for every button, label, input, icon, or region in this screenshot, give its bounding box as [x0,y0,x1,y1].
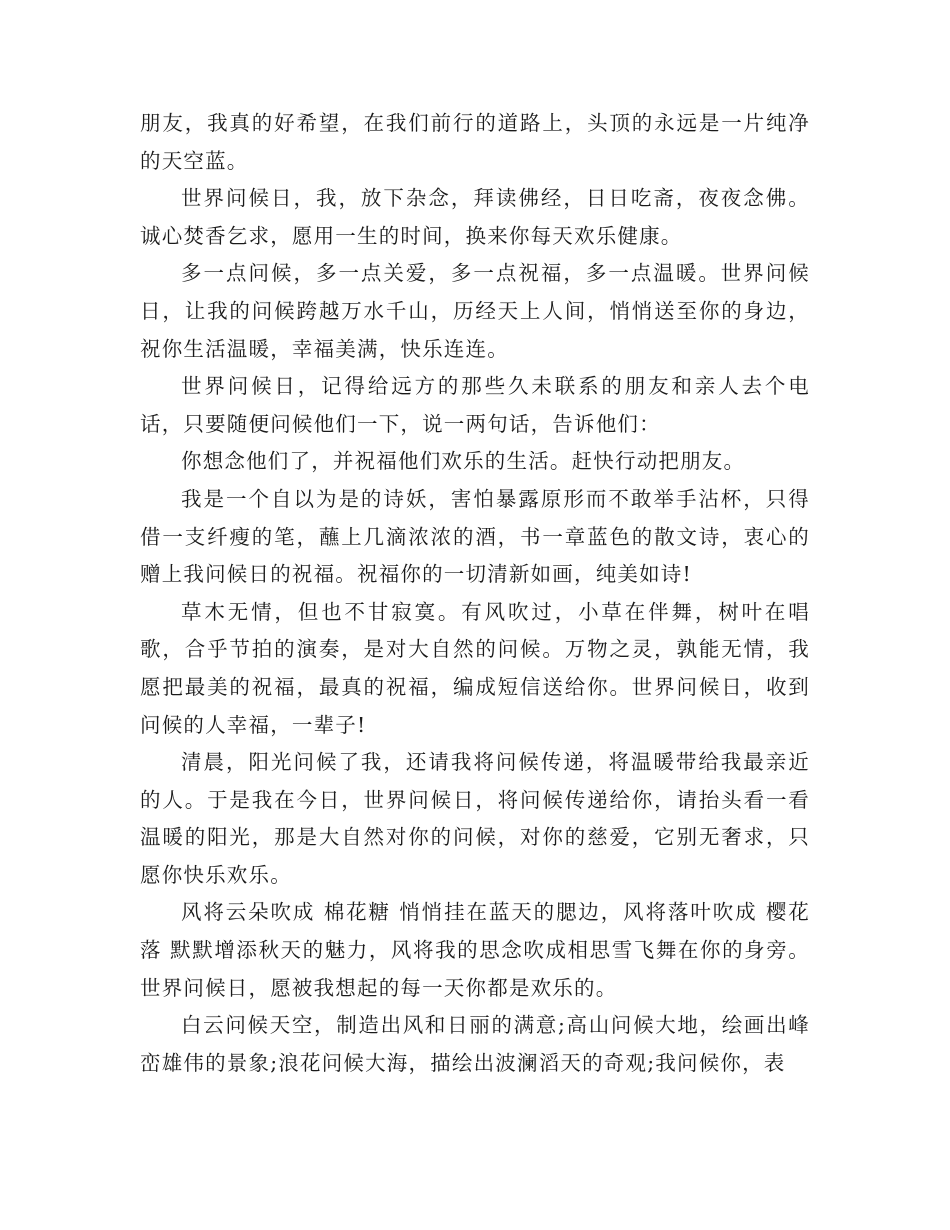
paragraph-9: 风将云朵吹成 棉花糖 悄悄挂在蓝天的腮边，风将落叶吹成 樱花落 默默增添秋天的魅力，风将我的思念吹成相思雪飞舞在你的身旁。世界问候日，愿被我想起的每一天你都是欢乐的。 [140,900,810,1000]
document-body [140,105,810,1082]
paragraph-6: 我是一个自以为是的诗妖，害怕暴露原形而不敢举手沾杯，只得借一支纤瘦的笔，蘸上几滴浓浓的酒，书一章蓝色的散文诗，衷心的赠上我问候日的祝福。祝福你的一切清新如画，纯美如诗! [140,486,810,587]
paragraph-2: 世界问候日，我，放下杂念，拜读佛经，日日吃斋，夜夜念佛。诚心焚香乞求，愿用一生的时间，换来你每天欢乐健康。 [140,186,810,248]
paragraph-10: 白云问候天空，制造出风和日丽的满意;高山问候大地，绘画出峰峦雄伟的景象;浪花问候大海，描绘出波澜滔天的奇观;我问候你，表 [140,1013,810,1075]
paragraph-1: 朋友，我真的好希望，在我们前行的道路上，头顶的永远是一片纯净的天空蓝。 [140,111,810,173]
paragraph-7: 草木无情，但也不甘寂寞。有风吹过，小草在伴舞，树叶在唱歌，合乎节拍的演奏，是对大自然的问候。万物之灵，孰能无情，我愿把最美的祝福，最真的祝福，编成短信送给你。世界问候日，收到问候的人幸福，一辈子! [140,599,810,737]
paragraph-3: 多一点问候，多一点关爱，多一点祝福，多一点温暖。世界问候日，让我的问候跨越万水千山，历经天上人间，悄悄送至你的身边，祝你生活温暖，幸福美满，快乐连连。 [140,261,810,361]
paragraph-8: 清晨，阳光问候了我，还请我将问候传递，将温暖带给我最亲近的人。于是我在今日，世界问候日，将问候传递给你，请抬头看一看温暖的阳光，那是大自然对你的问候，对你的慈爱，它别无奢求，只愿你快乐欢乐。 [140,750,810,887]
paragraph-5: 你想念他们了，并祝福他们欢乐的生活。赶快行动把朋友。 [181,449,746,474]
paragraph-4: 世界问候日，记得给远方的那些久未联系的朋友和亲人去个电话，只要随便问候他们一下，说一两句话，告诉他们： [140,374,810,436]
